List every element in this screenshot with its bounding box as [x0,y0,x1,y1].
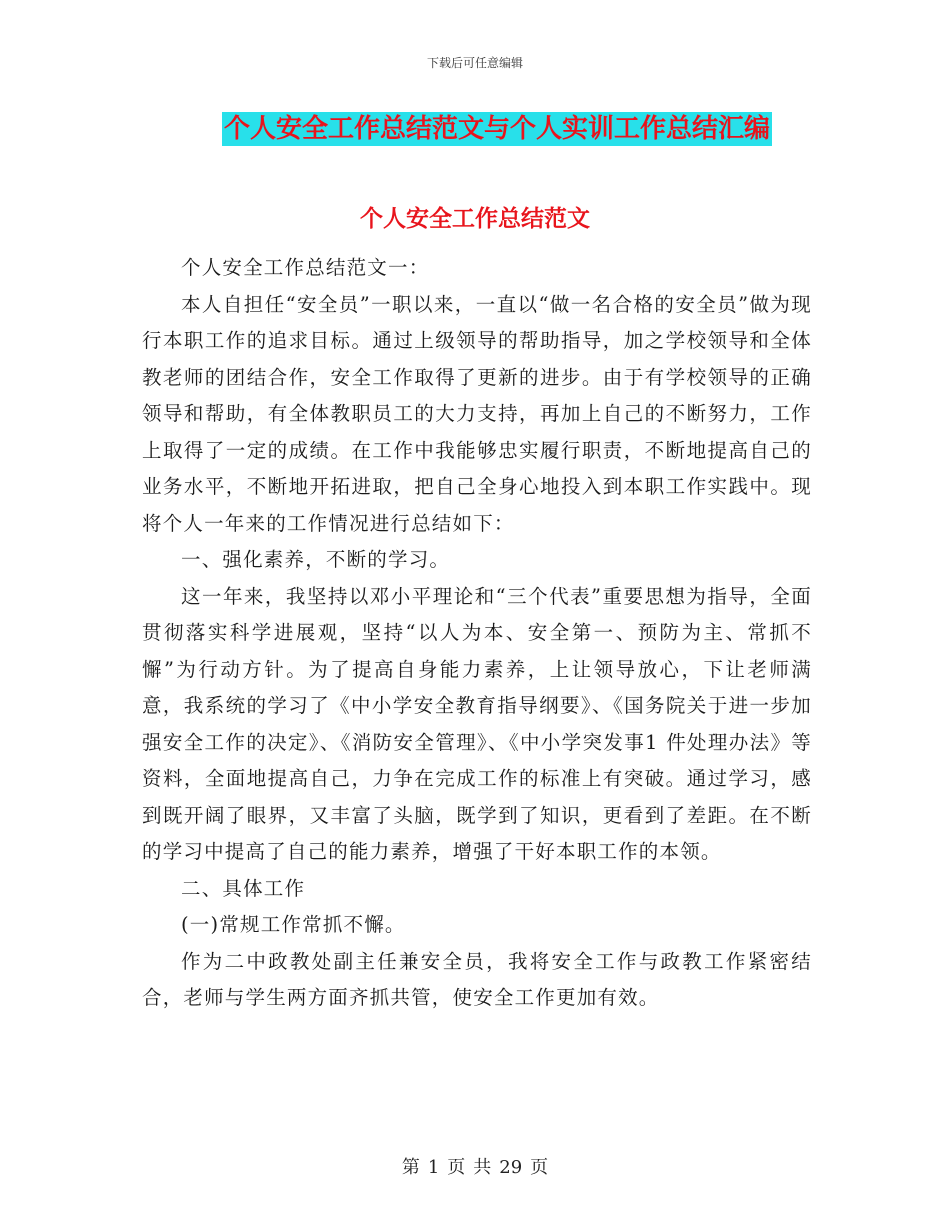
subsection-heading: (一)常规工作常抓不懈。 [181,913,406,936]
document-body [142,250,812,1017]
current-page-number: 1 [427,1157,440,1178]
paragraph: 本人自担任“安全员”一职以来，一直以“做一名合格的安全员”做为现行本职工作的追求目标。通过上级领导的帮助指导，加之学校领导和全体教老师的团结合作，安全工作取得了更新的进步。由于有学校领导的正确领导和帮助，有全体教职员工的大力支持，再加上自己的不断努力，工作上取得了一定的成绩。在工作中我能够忠实履行职责，不断地提高自己的业务水平，不断地开拓进取，把自己全身心地投入到本职工作实践中。现将个人一年来的工作情况进行总结如下： [142,292,812,535]
section-title: 个人安全工作总结范文 [360,205,590,232]
section-heading: 一、强化素养，不断的学习。 [181,548,451,571]
footer-prefix: 第 [401,1157,420,1178]
paragraph-intro-label: 个人安全工作总结范文一： [181,256,430,279]
section-heading: 二、具体工作 [181,876,306,900]
page-footer [0,1153,950,1179]
footer-total-word: 共 [473,1157,492,1178]
paragraph: 作为二中政教处副主任兼安全员，我将安全工作与政教工作紧密结合，老师与学生两方面齐抓共管，使安全工作更加有效。 [142,949,812,1009]
footer-page-word: 页 [447,1157,466,1178]
paragraph: 这一年来，我坚持以邓小平理论和“三个代表”重要思想为指导，全面贯彻落实科学进展观，坚持“以人为本、安全第一、预防为主、常抓不懈”为行动方针。为了提高自身能力素养，上让领导放心，下让老师满意，我系统的学习了《中小学安全教育指导纲要》、《国务院关于进一步加强安全工作的决定》、《消防安全管理》、《中小学突发事1 件处理办法》等资料，全面地提高自己，力争在完成工作的标准上有突破。通过学习，感到既开阔了眼界，又丰富了头脑，既学到了知识，更看到了差距。在不断的学习中提高了自己的能力素养，增强了干好本职工作的本领。 [142,584,812,863]
document-main-title: 个人安全工作总结范文与个人实训工作总结汇编 [224,114,771,144]
footer-suffix: 页 [530,1157,549,1178]
total-page-count: 29 [499,1157,523,1178]
header-note: 下载后可任意编辑 [426,56,523,70]
